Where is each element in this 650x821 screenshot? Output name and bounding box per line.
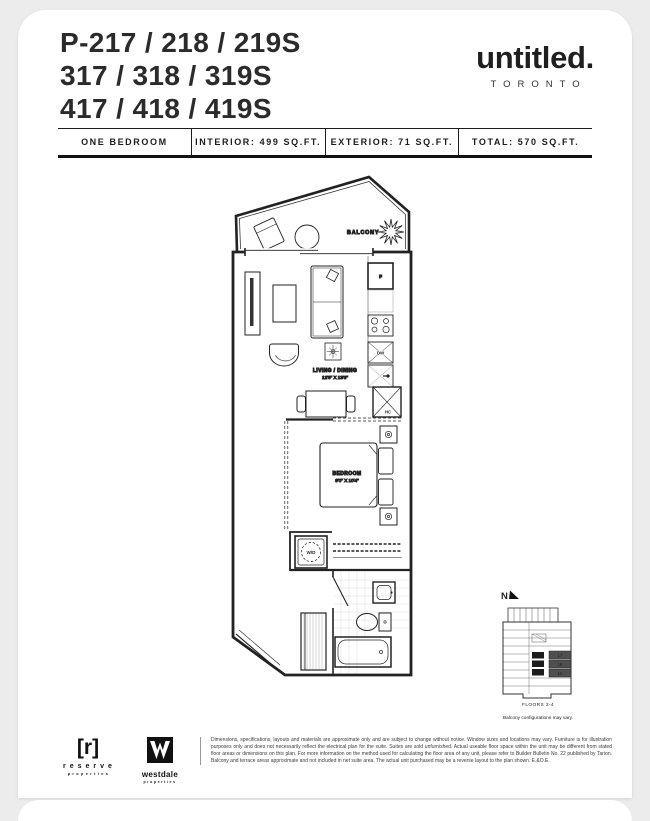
bedroom-label: BEDROOM [332, 471, 362, 477]
keyplan-highlighted-units [549, 651, 571, 677]
next-page-edge [18, 800, 632, 821]
hc-label: HC [384, 409, 392, 415]
keyplan-note: Balcony configurations may vary. [502, 716, 574, 721]
reserve-properties-logo [56, 737, 120, 776]
footer [56, 737, 612, 784]
reserve-logo-mark: [r] [76, 736, 100, 759]
tv [250, 278, 254, 326]
brand-name: untitled. [476, 40, 594, 75]
keyplan-building [503, 608, 571, 698]
title-line-1: P-217 / 218 / 219S [60, 27, 301, 58]
plant-icon [378, 219, 404, 245]
keyplan-core [532, 652, 544, 659]
westdale-logo-name: westdale [141, 770, 179, 779]
keyplan-unit-17: 17 [557, 653, 563, 658]
fridge-label: F [379, 274, 382, 279]
title-line-3: 417 / 418 / 419S [60, 93, 272, 124]
bedroom-dims: 9'0" X 10'4" [335, 478, 359, 483]
keyplan-core [532, 661, 544, 668]
wd-label: W/D [306, 550, 316, 555]
spec-total: TOTAL: 570 SQ.FT. [458, 129, 592, 155]
floorplan-drawing [223, 160, 423, 700]
spec-exterior: EXTERIOR: 71 SQ.FT. [325, 129, 459, 155]
brand-city: TORONTO [490, 79, 587, 90]
keyplan-floors-label: FLOORS 2-4 [522, 703, 554, 708]
keyplan-core [532, 669, 544, 676]
dw-label: DW [376, 350, 385, 356]
balcony-table [295, 225, 319, 249]
keyplan-unit-19: 19 [557, 671, 563, 676]
westdale-logo [134, 737, 186, 784]
living-label: LIVING / DINING [312, 368, 358, 374]
legal-disclaimer: Dimensions, specifications, layouts and materials are approximate only and are subject to change without notice. Window sizes and locations may vary. Furniture is for illustration purposes only and does not necessarily reflect the electrical plan for the suite. Suites are sold unfurnished. Actual useable floor space within the unit may be different from stated floor areas or dimensions on this plan. For more information on the method used for calculating the floor area of any unit, please refer to Builder Bulletin No. 22 published by Tarion. Balcony and terrace areas approximate and not included in net suite area. The actual unit purchased may be a reverse layout to the plan shown. E.&O.E. [200, 737, 612, 765]
brand-logo [476, 40, 594, 90]
balcony [236, 177, 409, 252]
north-label: N [501, 591, 508, 602]
westdale-logo-icon [147, 737, 173, 763]
spec-bedrooms: ONE BEDROOM [81, 137, 168, 147]
keyplan-unit-18: 18 [557, 662, 563, 667]
reserve-logo-name: reserve [63, 763, 116, 770]
spec-bar [58, 128, 592, 158]
balcony-chair [254, 218, 285, 251]
title-line-2: 317 / 318 / 319S [60, 60, 272, 91]
westdale-logo-sub: properties [143, 780, 177, 784]
keyplan [472, 578, 602, 728]
floorplan-page [18, 10, 632, 798]
page-title [60, 26, 301, 125]
north-arrow-icon [509, 591, 519, 600]
reserve-logo-sub: properties [67, 772, 111, 776]
spec-interior: INTERIOR: 499 SQ.FT. [191, 129, 325, 155]
living-dims: 12'6" X 13'3" [322, 375, 348, 380]
balcony-label: BALCONY [347, 230, 380, 236]
